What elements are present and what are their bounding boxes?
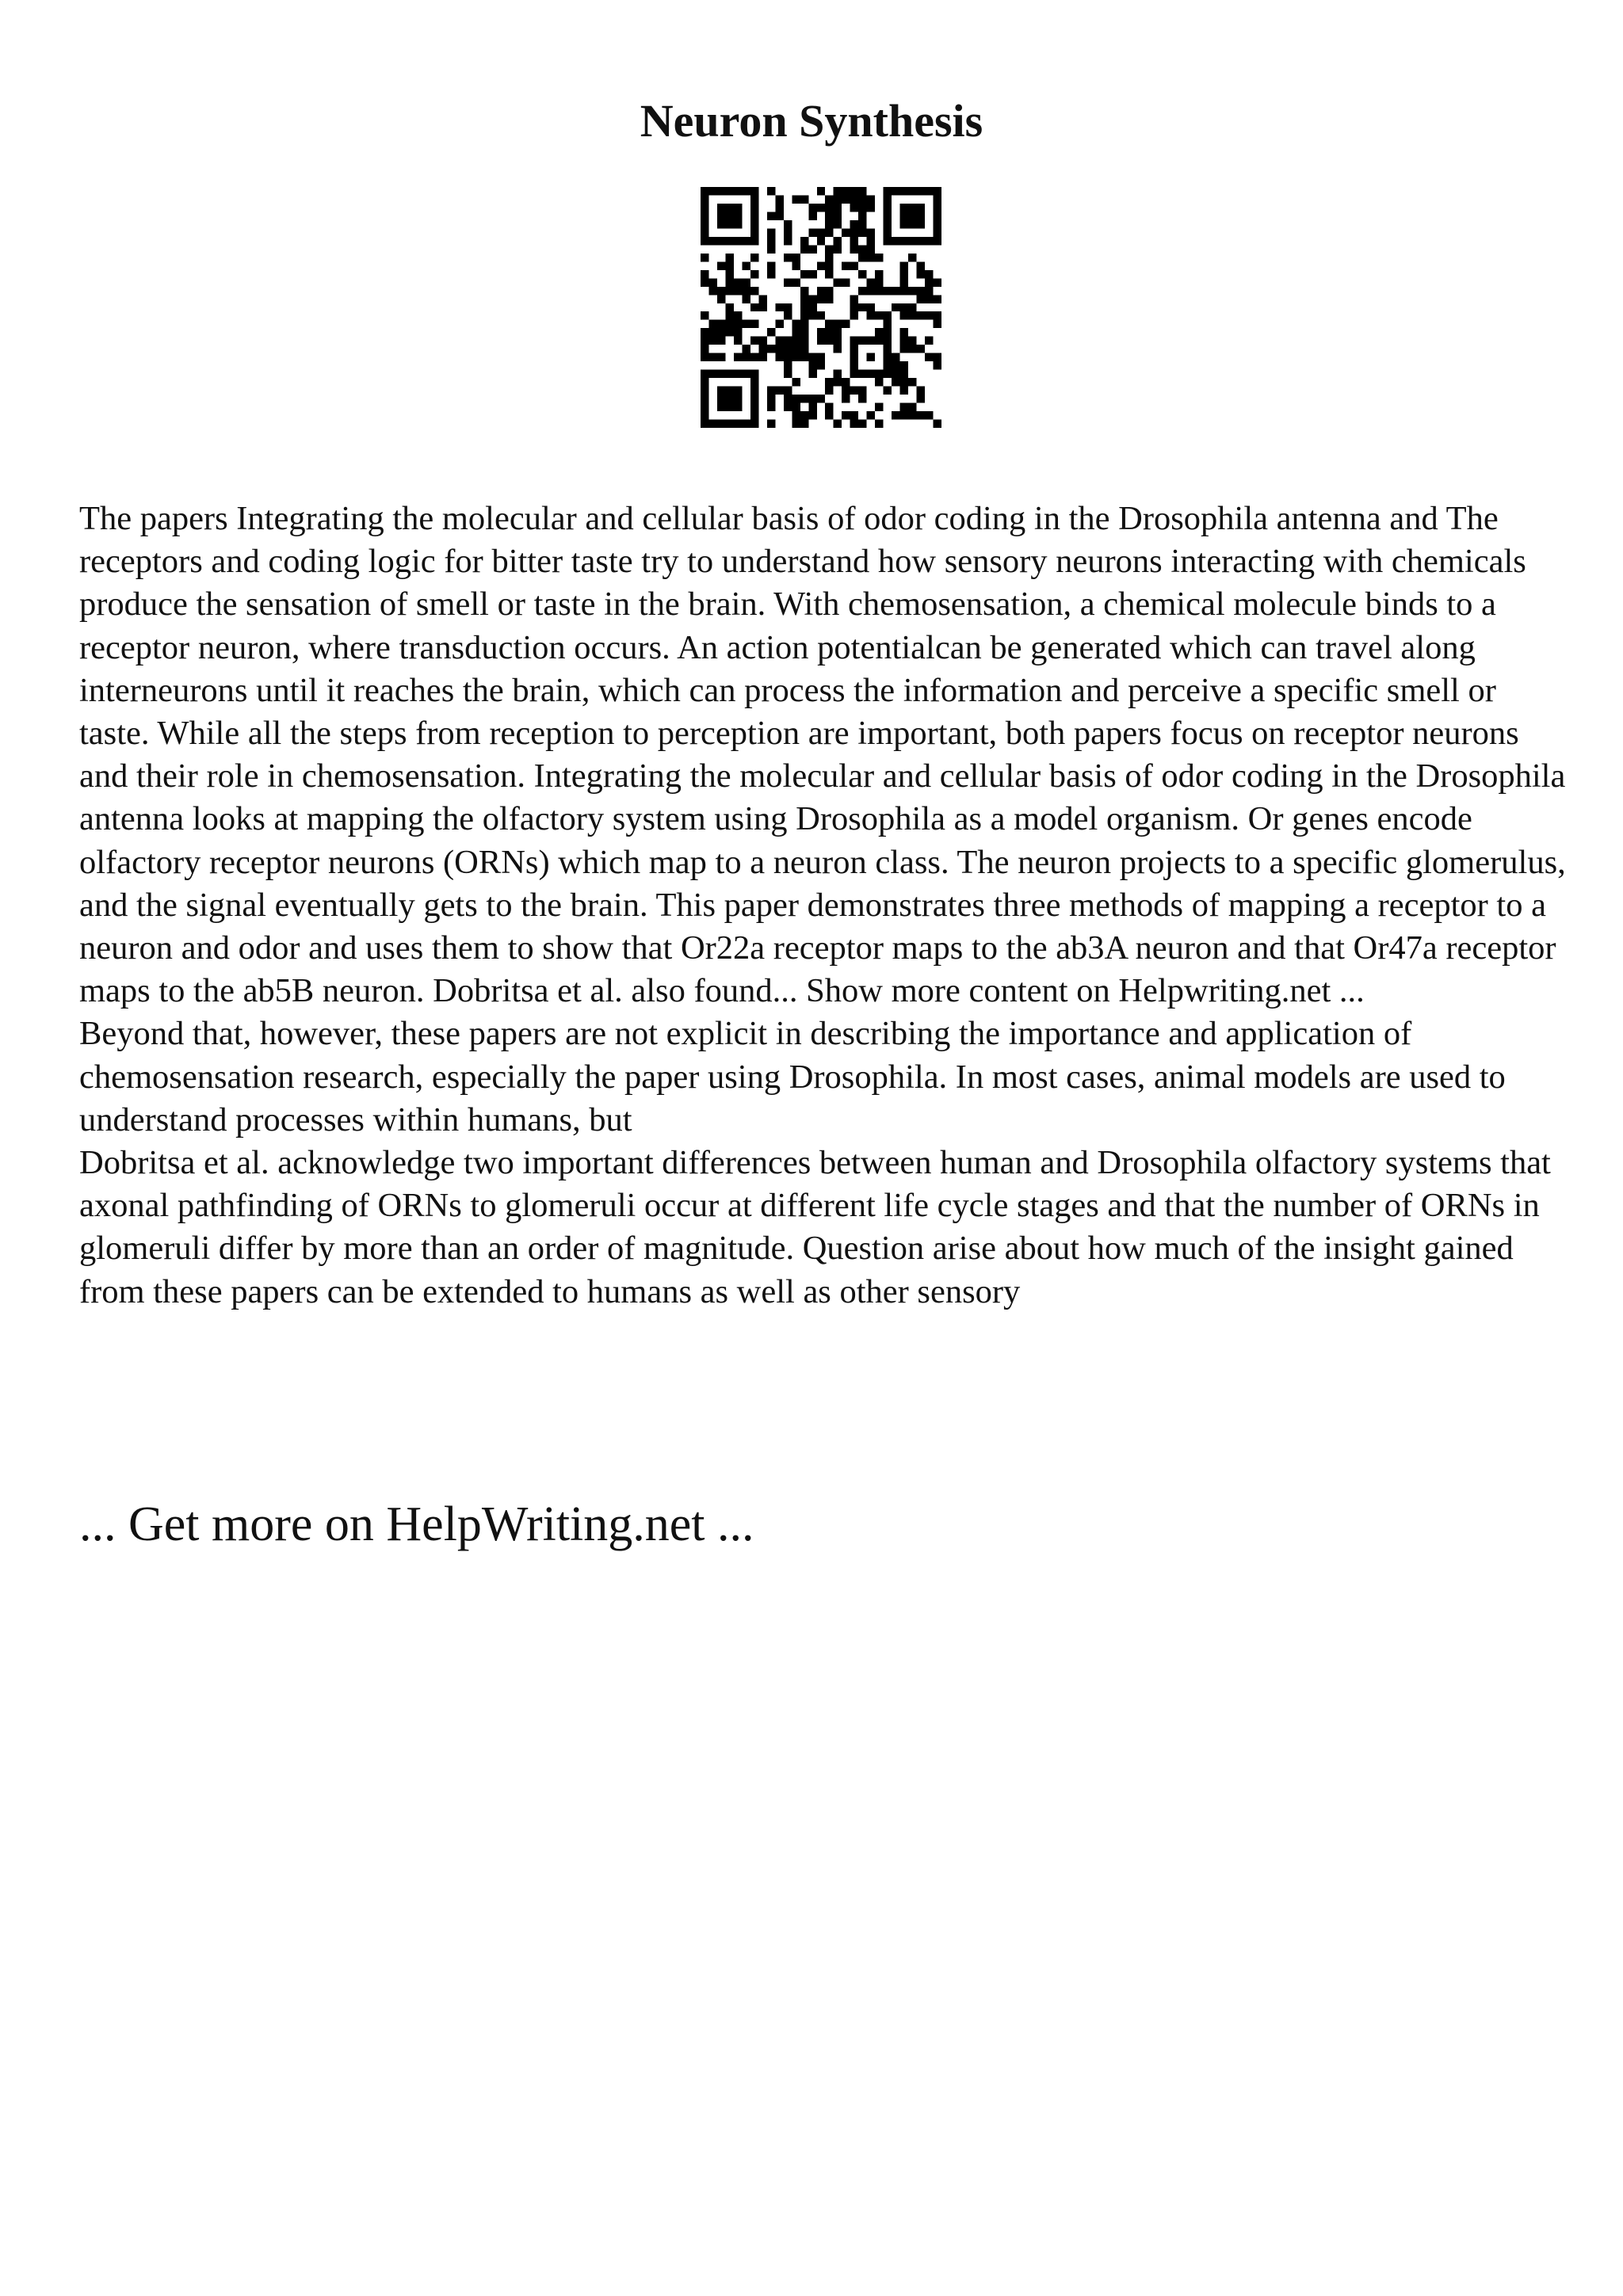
get-more-link[interactable]: ... Get more on HelpWriting.net ... (79, 1497, 754, 1551)
page-title: Neuron Synthesis (640, 95, 983, 147)
paragraph: The papers Integrating the molecular and cellular basis of odor coding in the Drosophila antenna and The receptors and coding logic for bitter taste try to understand how sensory neurons interacting with chemicals produce the sensation of smell or taste in the brain. With chemosensation, a chemical molecule binds to a receptor neuron, where transduction occurs. An action potentialcan be generated which can travel along interneurons until it reaches the brain, which can process the information and perceive a specific smell or taste. While all the steps from reception to perception are important, both papers focus on receptor neurons and their role in chemosensation. Integrating the molecular and cellular basis of odor coding in the Drosophila antenna looks at mapping the olfactory system using Drosophila as a model organism. Or genes encode olfactory receptor neurons (ORNs) which map to a neuron class. The neuron projects to a specific glomerulus, and the signal eventually gets to the brain. This paper demonstrates three methods of mapping a receptor to a neuron and odor and uses them to show that Or22a receptor maps to the ab3A neuron and that Or47a receptor maps to the ab5B neuron. Dobritsa et al. also found... Show more content on Helpwriting.net ... (79, 500, 1566, 1010)
article-body (79, 498, 1569, 1314)
paragraph: Dobritsa et al. acknowledge two important differences between human and Drosophila olfactory systems that axonal pathfinding of ORNs to glomeruli occur at different life cycle stages and that the number of ORNs in glomeruli differ by more than an order of magnitude. Question arise about how much of the insight gained from these papers can be extended to humans as well as other sensory (79, 1144, 1551, 1310)
qr-code-icon (701, 187, 941, 428)
paragraph: Beyond that, however, these papers are not explicit in describing the importance and application of chemosensation research, especially the paper using Drosophila. In most cases, animal models are used to understand processes within humans, but (79, 1015, 1506, 1138)
